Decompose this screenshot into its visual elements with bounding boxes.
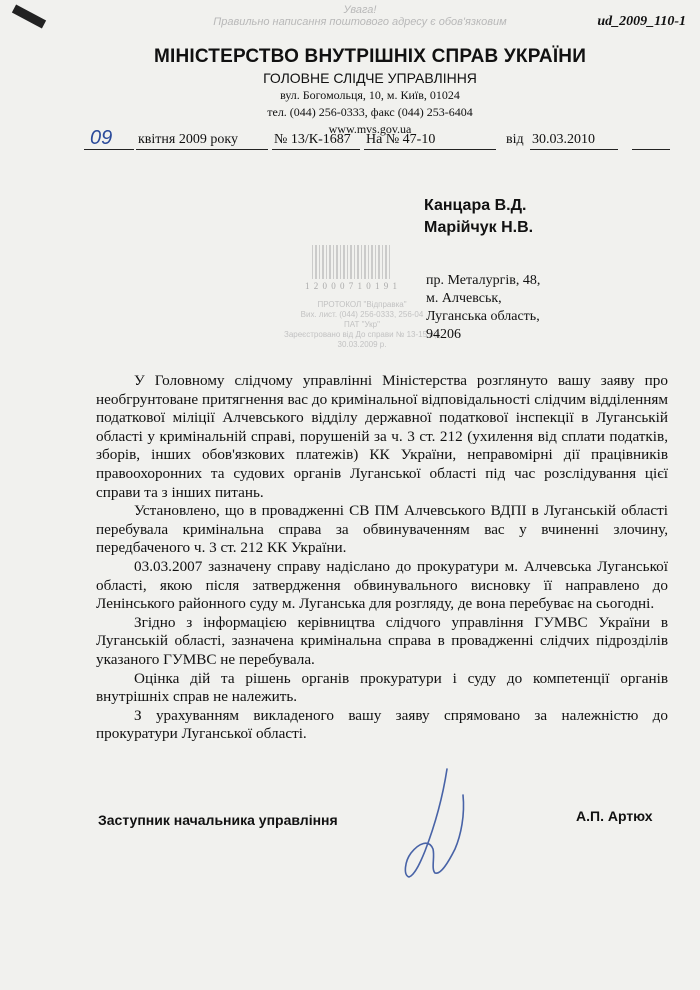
- stamp-line: Правильно написання поштового адресу є обов'язковим: [213, 16, 507, 28]
- letterhead: [120, 46, 620, 137]
- reference-in-reply: На № 47-10: [366, 132, 436, 147]
- rule: [272, 149, 360, 150]
- faded-registration-stamp: [282, 300, 442, 350]
- handwritten-signature: [395, 765, 485, 885]
- body-paragraph: У Головному слідчому управлінні Міністерства розглянуто вашу заяву про необгрунтоване притягнення вас до кримінальної відповідальності слідчим відділенням податкової міліції Алчевського відділу державної податкової інспекції в Луганській області у кримінальній справі, порушеній за ч. 3 ст. 212 (ухилення від сплати податків, зборів, інших обов'язкових платежів) КК України, неправомірні дії працівників правоохоронних та судових органів Луганської області під час розслідування цієї справи та з інших питань.: [96, 372, 668, 501]
- address-line: пр. Металургів, 48,: [426, 273, 541, 288]
- letter-body: [96, 372, 668, 744]
- corner-mark: [12, 5, 46, 29]
- barcode-number: 1 2 0 0 0 7 1 0 1 9 1: [305, 281, 398, 291]
- address-line: м. Алчевськ,: [426, 291, 502, 306]
- recipient-name: Марійчук Н.В.: [424, 219, 534, 236]
- stamp-line: Вих. лист. (044) 256-0333, 256-04: [300, 310, 424, 319]
- address-line: 94206: [426, 327, 461, 342]
- department-name: ГОЛОВНЕ СЛІДЧЕ УПРАВЛІННЯ: [263, 70, 477, 86]
- reference-from-label: від: [506, 132, 524, 147]
- document-id: ud_2009_110-1: [597, 14, 686, 29]
- stamp-line: Увага!: [343, 4, 377, 16]
- letterhead-address: вул. Богомольця, 10, м. Київ, 01024: [280, 88, 460, 102]
- reference-line: [0, 128, 700, 154]
- reference-number: № 13/К-1687: [274, 132, 351, 147]
- barcode: [312, 245, 392, 279]
- body-paragraph: Установлено, що в провадженні СВ ПМ Алчевського ВДПІ в Луганській області перебувала кримінальна справа за обвинуваченням вас у вчиненні злочину, передбаченого ч. 3 ст. 212 КК України.: [96, 502, 668, 557]
- body-paragraph: 03.03.2007 зазначену справу надіслано до прокуратури м. Алчевська Луганської області, якою після затвердження обвинувального висновку її направлено до Ленінського районного суду м. Луганська для розгляду, де вона перебуває на сьогодні.: [96, 557, 668, 613]
- reference-month-year: квітня 2009 року: [138, 132, 238, 147]
- body-paragraph: Згідно з інформацією керівництва слідчого управління ГУМВС України в Луганській області, зазначена кримінальна справа в провадженні слідчих підрозділів указаного ГУМВС не перебувала.: [96, 613, 668, 668]
- stamp-line: ПРОТОКОЛ "Відправка": [317, 300, 407, 309]
- handwritten-day: 09: [90, 127, 113, 149]
- signatory-title: Заступник начальника управління: [98, 812, 338, 828]
- recipient-name: Канцара В.Д.: [424, 197, 527, 214]
- faded-stamp-top: [150, 4, 570, 28]
- body-paragraph: Оцінка дій та рішень органів прокуратури і суду до компетенції органів внутрішніх справ не належить.: [96, 669, 668, 706]
- stamp-line: ПАТ "Укр": [344, 320, 380, 329]
- rule: [136, 149, 268, 150]
- body-paragraph: З урахуванням викладеного вашу заяву спрямовано за належністю до прокуратури Луганської області.: [96, 706, 668, 743]
- recipients: [424, 195, 533, 239]
- recipient-address: [426, 272, 540, 344]
- rule: [632, 149, 670, 150]
- letterhead-phones: тел. (044) 256-0333, факс (044) 253-6404: [267, 105, 473, 119]
- address-line: Луганська область,: [426, 309, 540, 324]
- stamp-line: Зареєстровано від До справи № 13-15 від 30.03.2009 р.: [284, 330, 440, 349]
- letterhead-website: www.mvs.gov.ua: [328, 122, 412, 136]
- reference-from-date: 30.03.2010: [532, 132, 595, 147]
- ministry-name: МІНІСТЕРСТВО ВНУТРІШНІХ СПРАВ УКРАЇНИ: [153, 46, 587, 67]
- rule: [364, 149, 496, 150]
- signatory-name: А.П. Артюх: [576, 808, 653, 824]
- rule: [530, 149, 618, 150]
